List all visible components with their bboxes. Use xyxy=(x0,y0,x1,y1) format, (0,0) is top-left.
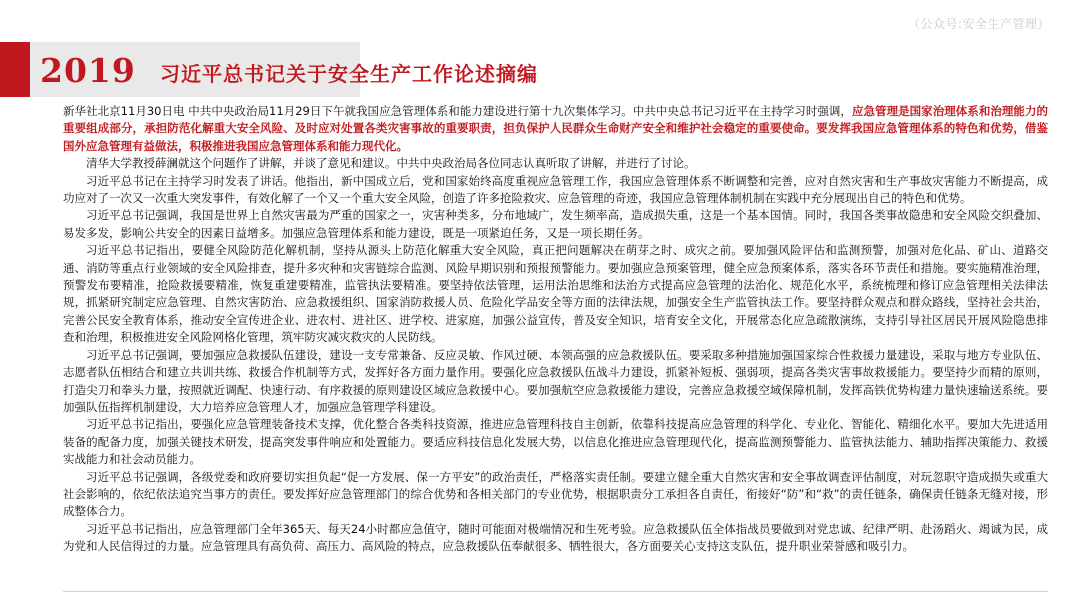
article-paragraph xyxy=(63,347,1048,417)
article-body xyxy=(63,103,1048,583)
page-title: 习近平总书记关于安全生产工作论述摘编 xyxy=(160,62,538,86)
article-paragraph xyxy=(63,416,1048,468)
year-label: 2019 xyxy=(40,51,136,90)
paragraph-text: 习近平总书记在主持学习时发表了讲话。他指出，新中国成立后，党和国家始终高度重视应急管理工作，我国应急管理体系不断调整和完善，应对自然灾害和生产事故灾害能力不断提高，成功应对了一次又一次重大突发事件，有效化解了一个又一个重大安全风险，创造了许多抢险救灾、应急管理的奇迹，我国应急管理体制机制在实践中充分展现出自己的特色和优势。 xyxy=(63,173,1048,206)
paragraph-text: 习近平总书记指出，要健全风险防范化解机制，坚持从源头上防范化解重大安全风险，真正把问题解决在萌芽之时、成灾之前。要加强风险评估和监测预警，加强对危化品、矿山、道路交通、消防等重点行业领域的安全风险排查，提升多灾种和灾害链综合监测、风险早期识别和预报预警能力。要加强应急预案管理，健全应急预案体系，落实各环节责任和措施。要实施精准治理，预警发布要精准，抢险救援要精准，恢复重建要精准，监管执法要精准。要坚持依法管理，运用法治思维和法治方式提高应急管理的法治化、规范化水平，系统梳理和修订应急管理相关法律法规，抓紧研究制定应急管理、自然灾害防治、应急救援组织、国家消防救援人员、危险化学品安全等方面的法律法规，加强安全生产监管执法工作。要坚持群众观点和群众路线，坚持社会共治，完善公民安全教育体系，推动安全宣传进企业、进农村、进社区、进学校、进家庭，加强公益宣传，普及安全知识，培育安全文化，开展常态化应急疏散演练，支持引导社区居民开展风险隐患排查和治理，积极推进安全风险网格化管理，筑牢防灾减灾救灾的人民防线。 xyxy=(63,243,1048,345)
header-red-block xyxy=(0,42,30,97)
article-paragraph xyxy=(63,207,1048,242)
article-paragraph xyxy=(63,103,1048,155)
paragraph-text: 习近平总书记强调，各级党委和政府要切实担负起“促一方发展、保一方平安”的政治责任，严格落实责任制。要建立健全重大自然灾害和安全事故调查评估制度，对玩忽职守造成损失或重大社会影响的，依纪依法追究当事方的责任。要发挥好应急管理部门的综合优势和各相关部门的专业优势，根据职责分工承担各自责任，衔接好“防”和“救”的责任链条，确保责任链条无缝对接，形成整体合力。 xyxy=(63,469,1048,519)
paragraph-text: 习近平总书记指出，应急管理部门全年365天、每天24小时都应急值守，随时可能面对极端情况和生死考验。应急救援队伍全体指战员要做到对党忠诚、纪律严明、赴汤蹈火、竭诚为民，成为党和人民信得过的力量。应急管理具有高负荷、高压力、高风险的特点，应急救援队伍奉献很多、牺牲很大，各方面要关心支持这支队伍，提升职业荣誉感和吸引力。 xyxy=(63,521,1048,554)
highlighted-text: 应急管理是国家治理体系和治理能力的重要组成部分，承担防范化解重大安全风险、及时应对处置各类灾害事故的重要职责，担负保护人民群众生命财产安全和维护社会稳定的重要使命。要发挥我国应急管理体系的特色和优势，借鉴国外应急管理有益做法，积极推进我国应急管理体系和能力现代化。 xyxy=(63,104,1048,153)
watermark-text: （公众号:安全生产管理） xyxy=(907,17,1050,31)
article-paragraph xyxy=(63,521,1048,556)
article-paragraph xyxy=(63,469,1048,521)
paragraph-text: 习近平总书记指出，要强化应急管理装备技术支撑，优化整合各类科技资源，推进应急管理科技自主创新，依靠科技提高应急管理的科学化、专业化、智能化、精细化水平。要加大先进适用装备的配备力度，加强关键技术研发，提高突发事件响应和处置能力。要适应科技信息化发展大势，以信息化推进应急管理现代化，提高监测预警能力、监管执法能力、辅助指挥决策能力、救援实战能力和社会动员能力。 xyxy=(63,417,1048,467)
article-paragraph xyxy=(63,173,1048,208)
paragraph-text: 新华社北京11月30日电 中共中央政治局11月29日下午就我国应急管理体系和能力建设进行第十九次集体学习。中共中央总书记习近平在主持学习时强调， xyxy=(63,104,852,118)
paragraph-text: 习近平总书记强调，要加强应急救援队伍建设，建设一支专常兼备、反应灵敏、作风过硬、本领高强的应急救援队伍。要采取多种措施加强国家综合性救援力量建设，采取与地方专业队伍、志愿者队伍相结合和建立共训共练、救援合作机制等方式，发挥好各方面力量作用。要强化应急救援队伍战斗力建设，抓紧补短板、强弱项，提高各类灾害事故救援能力。要坚持少而精的原则，打造尖刀和拳头力量，按照就近调配、快速行动、有序救援的原则建设区域应急救援中心。要加强航空应急救援能力建设，完善应急救援空域保障机制，发挥高铁优势构建力量快速输送系统。要加强队伍指挥机制建设，大力培养应急管理人才，加强应急管理学科建设。 xyxy=(63,347,1048,414)
article-paragraph xyxy=(63,155,1048,172)
article-paragraph xyxy=(63,242,1048,346)
bottom-divider xyxy=(63,591,1048,592)
paragraph-text: 清华大学教授薛澜就这个问题作了讲解，并谈了意见和建议。中共中央政治局各位同志认真听取了讲解，并进行了讨论。 xyxy=(86,156,696,171)
paragraph-text: 习近平总书记强调，我国是世界上自然灾害最为严重的国家之一，灾害种类多，分布地域广，发生频率高，造成损失重，这是一个基本国情。同时，我国各类事故隐患和安全风险交织叠加、易发多发，影响公共安全的因素日益增多。加强应急管理体系和能力建设，既是一项紧迫任务，又是一项长期任务。 xyxy=(63,208,1048,240)
